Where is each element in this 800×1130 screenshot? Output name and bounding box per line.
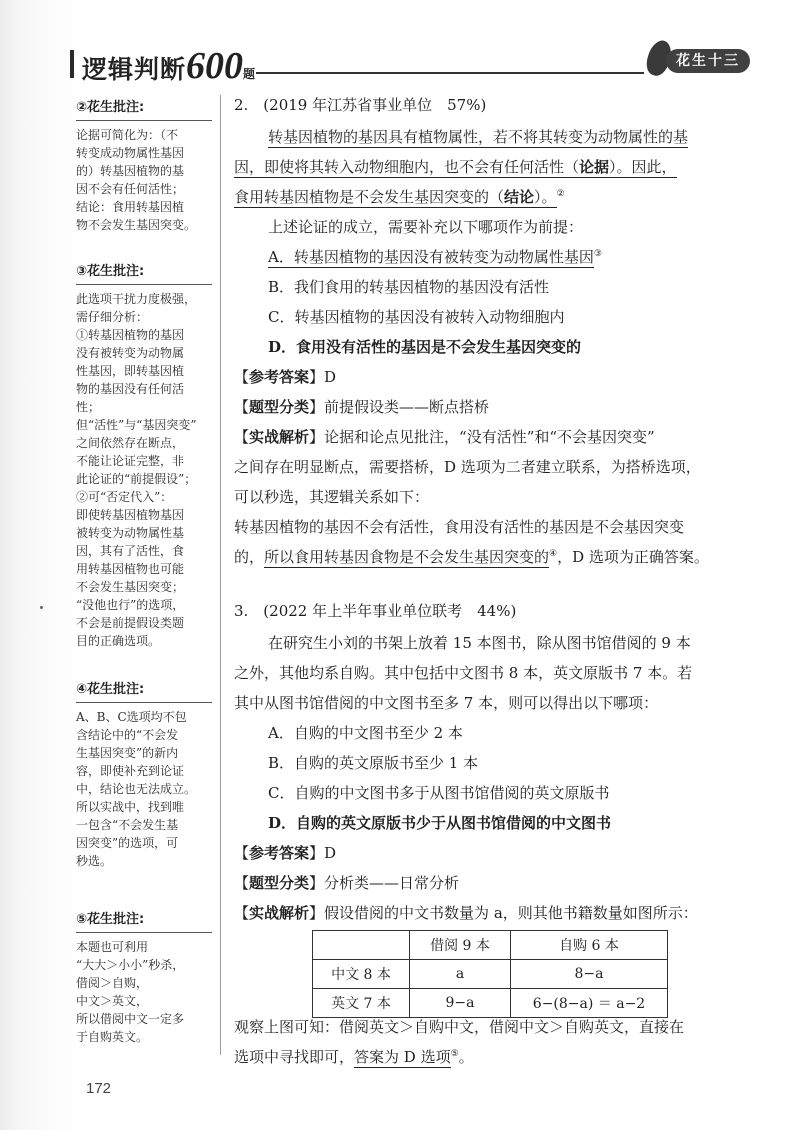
question-3-stem-line: 其中从图书馆借阅的中文图书至多 7 本，则可以得出以下哪项： [234,694,659,712]
note-heading: ②花生批注: [76,100,145,115]
note-line: 用转基因植物也可能 [76,562,185,576]
question-3-stem-line: 之外，其他均系自购。其中包括中文图书 8 本，英文原版书 7 本。若 [234,664,693,682]
table-row [313,989,668,1018]
question-3-option-c: C．自购的中文图书多于从图书馆借阅的英文原版书 [268,784,610,802]
note-line: 目的正确选项。 [76,634,161,648]
header-rule [256,72,644,74]
note-line: A、B、C选项均不包 [76,710,187,724]
question-2-prompt: 上述论证的成立，需要补充以下哪项作为前提： [268,218,584,236]
note-line: 性； [76,400,101,414]
note-line: ①转基因植物的基因 [76,328,185,342]
note-line: 性基因，即转基因植 [76,364,185,378]
note-line: 因，其有了活性，食 [76,544,185,558]
author-badge [648,40,752,78]
note-line: 即使转基因植物基因 [76,508,185,522]
note-line: 中文＞英文， [76,994,149,1008]
note-line: 一包含“不会发生基 [76,818,179,832]
question-2-analysis-line: 之间存在明显断点，需要搭桥，D 选项为二者建立联系，为搭桥选项， [234,458,701,476]
question-2-option-b: B．我们食用的转基因植物的基因没有活性 [268,278,550,296]
header-accent-bar [70,50,74,78]
table-cell: 6−(8−a) ＝ a−2 [511,989,668,1018]
note-line: 容，即使补充到论证 [76,764,185,778]
question-3-conclusion-line: 选项中寻找即可，答案为 D 选项⑤。 [234,1048,474,1066]
table-cell: a [410,960,511,989]
annotation-note-2 [76,98,216,234]
note-line: 转变成动物属性基因 [76,146,185,160]
question-2-option-c: C．转基因植物的基因没有被转入动物细胞内 [268,308,565,326]
note-line: 结论：食用转基因植 [76,200,185,214]
note-line: “没他也行”的选项， [76,598,185,612]
question-3-category: 【题型分类】分析类——日常分析 [234,874,460,892]
table-cell: 英文 7 本 [313,989,410,1018]
note-line: 所以实战中，找到唯 [76,800,185,814]
question-2-analysis: 【实战解析】论据和论点见批注，“没有活性”和“不会基因突变” [234,428,655,446]
note-line: 论据可简化为：（不 [76,128,179,142]
note-line: “大大＞小小”秒杀， [76,958,185,972]
footnote-marker: ④ [549,549,558,559]
question-2-header: 2. (2019 年江苏省事业单位 57%) [234,96,487,114]
annotation-note-3 [76,262,216,650]
note-line: 因不会有任何活性； [76,182,185,196]
note-line: 此选项干扰力度极强， [76,292,197,306]
question-2-option-d: D．食用没有活性的基因是不会发生基因突变的 [268,338,582,356]
note-rule [76,120,212,121]
question-3-stem-line: 在研究生小刘的书架上放着 15 本图书，除从图书馆借阅的 9 本 [268,634,691,652]
question-3-option-a: A．自购的中文图书至少 2 本 [268,724,463,742]
question-2-answer: 【参考答案】D [234,368,337,386]
note-line: 没有被转变为动物属 [76,346,185,360]
annotation-note-4 [76,680,216,870]
footnote-marker: ② [556,189,565,199]
note-line: 生基因突变”的新内 [76,746,179,760]
question-3-option-d: D．自购的英文原版书少于从图书馆借阅的中文图书 [268,814,612,832]
note-line: 本题也可利用 [76,940,149,954]
scan-speck [40,606,43,609]
note-line: 需仔细分析： [76,310,149,324]
book-title: 逻辑判断600题 [82,45,257,87]
note-line: 所以借阅中文一定多 [76,1012,185,1026]
note-line: 借阅＞自购， [76,976,149,990]
table-cell: 自购 6 本 [511,931,668,960]
note-line: 但“活性”与“基因突变” [76,418,197,432]
annotation-note-5 [76,910,216,1046]
note-line: 中，结论也无法成立。 [76,782,197,796]
note-heading: ⑤花生批注: [76,912,145,927]
question-2-analysis-line: 的，所以食用转基因食物是不会发生基因突变的④，D 选项为正确答案。 [234,548,709,566]
note-heading: ③花生批注: [76,264,145,279]
table-header-row [313,931,668,960]
question-2-stem-line: 转基因植物的基因具有植物属性，若不将其转变为动物属性的基 [268,128,689,146]
question-3-option-b: B．自购的英文原版书至少 1 本 [268,754,479,772]
table-cell: 中文 8 本 [313,960,410,989]
footnote-marker: ③ [593,249,602,259]
table-cell: 9−a [410,989,511,1018]
question-2-analysis-line: 转基因植物的基因不会有活性，食用没有活性的基因是不会基因突变 [234,518,685,536]
note-heading: ④花生批注: [76,682,145,697]
note-line: 不会发生基因突变； [76,580,185,594]
note-line: 因突变”的选项，可 [76,836,179,850]
note-line: 不会是前提假设类题 [76,616,185,630]
question-2-category: 【题型分类】前提假设类——断点搭桥 [234,398,490,416]
table-cell: 8−a [511,960,668,989]
note-line: 物的基因没有任何活 [76,382,185,396]
page-number: 172 [86,1080,112,1097]
note-line: 不能让论证完整，非 [76,454,185,468]
footnote-marker: ⑤ [450,1049,459,1059]
question-3-header: 3. (2022 年上半年事业单位联考 44%) [234,602,517,620]
note-line: 之间依然存在断点， [76,436,185,450]
note-line: 含结论中的“不会发 [76,728,179,742]
note-line: 物不会发生基因突变。 [76,218,197,232]
note-line: 于自购英文。 [76,1030,149,1044]
question-3-answer: 【参考答案】D [234,844,337,862]
note-line: 的）转基因植物的基 [76,164,185,178]
question-3-conclusion-line: 观察上图可知：借阅英文＞自购中文，借阅中文＞自购英文，直接在 [234,1018,685,1036]
question-2-analysis-line: 可以秒选，其逻辑关系如下： [234,488,430,506]
table-cell [313,931,410,960]
question-2-stem-line: 食用转基因植物是不会发生基因突变的（结论）。② [234,188,565,206]
analysis-table [312,930,668,1018]
question-3-analysis: 【实战解析】假设借阅的中文书数量为 a，则其他书籍数量如图所示： [234,904,698,922]
note-line: 秒选。 [76,854,113,868]
note-rule [76,702,212,703]
sidebar-divider [220,95,221,1055]
note-line: 被转变为动物属性基 [76,526,185,540]
note-rule [76,284,212,285]
table-cell: 借阅 9 本 [410,931,511,960]
note-line: ②可“否定代入”： [76,490,173,504]
table-row [313,960,668,989]
author-badge-label: 花生十三 [666,49,750,73]
question-2-option-a: A．转基因植物的基因没有被转变为动物属性基因③ [268,248,602,266]
note-rule [76,932,212,933]
question-2-stem-line: 因，即使将其转入动物细胞内，也不会有任何活性（论据）。因此， [234,158,677,176]
note-line: 此论证的“前提假设”； [76,472,197,486]
